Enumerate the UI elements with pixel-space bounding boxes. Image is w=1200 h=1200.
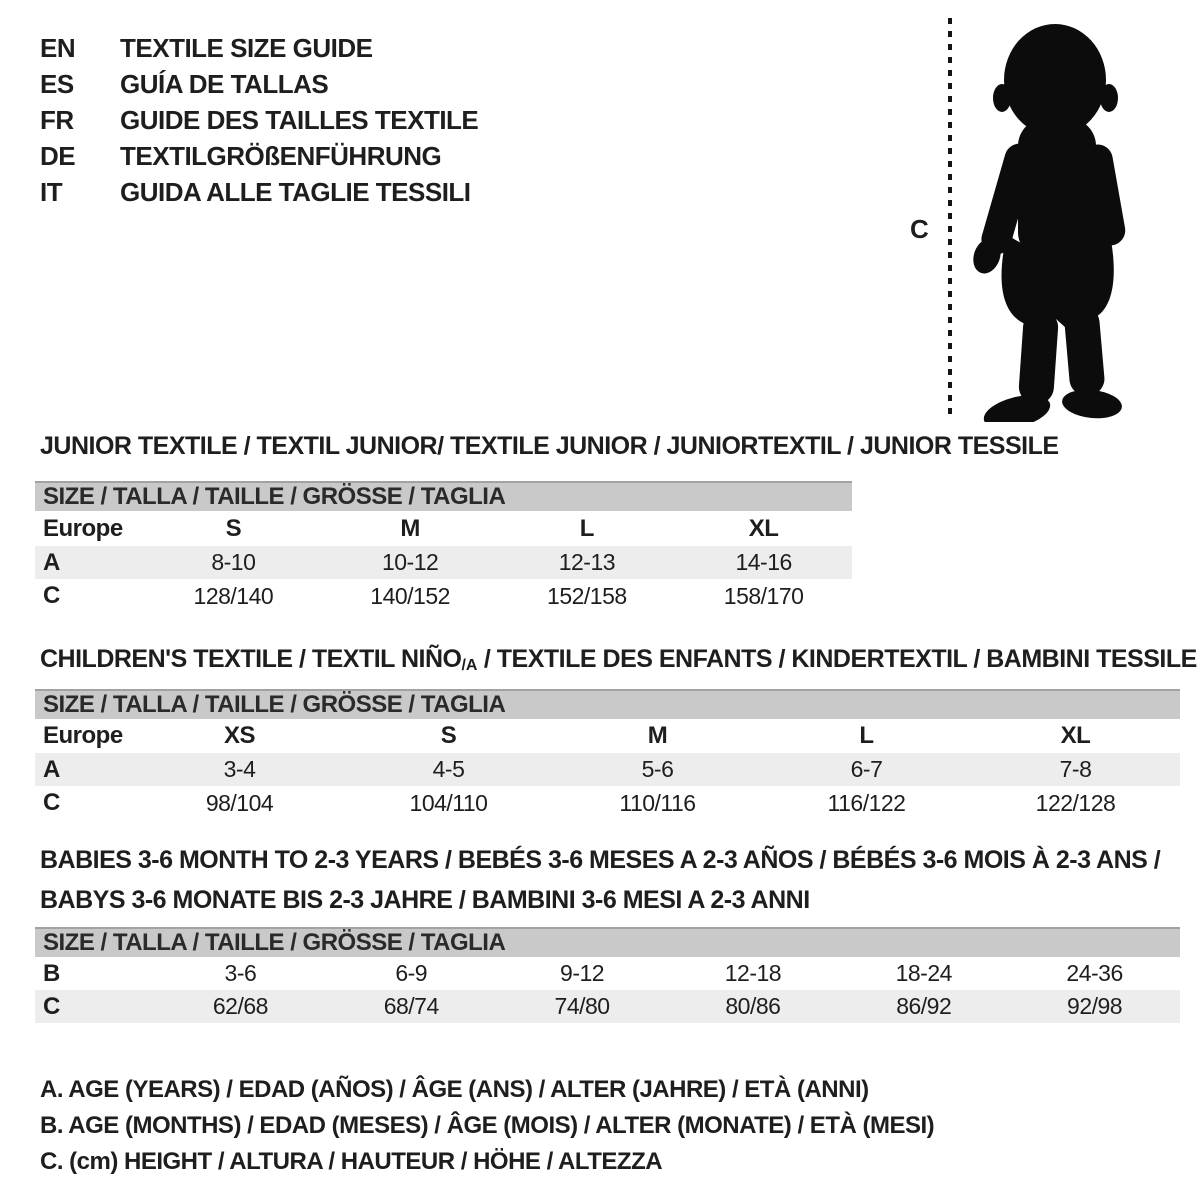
age-cell: 5-6 bbox=[641, 756, 674, 782]
guide-title-en: TEXTILE SIZE GUIDE bbox=[120, 32, 373, 63]
size-cell: L bbox=[859, 722, 874, 749]
guide-title-de: TEXTILGRÖßENFÜHRUNG bbox=[120, 140, 442, 171]
row-label: A bbox=[43, 548, 60, 576]
legend-age-months: B. AGE (MONTHS) / EDAD (MESES) / ÂGE (MOIS) / ALTER (MONATE) / ETÀ (MESI) bbox=[40, 1112, 935, 1139]
row-label: C bbox=[43, 789, 60, 816]
guide-title-es: GUÍA DE TALLAS bbox=[120, 68, 329, 99]
height-cell: 140/152 bbox=[370, 582, 450, 609]
age-cell: 12-13 bbox=[558, 549, 616, 575]
table-row-europe bbox=[35, 511, 852, 546]
height-cell: 152/158 bbox=[547, 582, 627, 609]
language-row-de bbox=[40, 138, 478, 174]
table-row-europe bbox=[35, 719, 1180, 753]
months-cell: 18-24 bbox=[895, 960, 952, 986]
height-cell: 158/170 bbox=[723, 582, 804, 609]
size-header-row: SIZE / TALLA / TAILLE / GRÖSSE / TAGLIA bbox=[35, 927, 1180, 957]
table-row-height bbox=[35, 786, 1180, 820]
size-cell: S bbox=[440, 722, 457, 749]
table-row-height bbox=[35, 579, 852, 613]
months-cell: 24-36 bbox=[1066, 960, 1123, 986]
language-code: DE bbox=[40, 140, 76, 171]
language-row-fr bbox=[40, 102, 478, 138]
measurement-figure bbox=[900, 0, 1200, 430]
table-row-age bbox=[35, 753, 1180, 786]
months-cell: 9-12 bbox=[560, 960, 605, 986]
babies-section-title bbox=[40, 840, 1160, 920]
size-header-row: SIZE / TALLA / TAILLE / GRÖSSE / TAGLIA bbox=[35, 481, 852, 511]
height-cell: 128/140 bbox=[193, 582, 274, 609]
measurement-legend bbox=[40, 1072, 934, 1180]
guide-title-it: GUIDA ALLE TAGLIE TESSILI bbox=[120, 176, 471, 207]
height-cell: 92/98 bbox=[1067, 993, 1123, 1019]
children-section-title bbox=[40, 645, 1197, 675]
size-cell: M bbox=[400, 514, 420, 542]
height-cell: 122/128 bbox=[1035, 789, 1116, 816]
height-cell: 74/80 bbox=[554, 993, 610, 1019]
size-cell: M bbox=[647, 722, 668, 749]
language-title-list bbox=[40, 30, 478, 210]
row-label: A bbox=[43, 755, 60, 783]
legend-height-cm: C. (cm) HEIGHT / ALTURA / HAUTEUR / HÖHE / ALTEZZA bbox=[40, 1148, 663, 1175]
row-label: C bbox=[43, 992, 60, 1020]
age-cell: 3-4 bbox=[223, 756, 256, 782]
size-cell: XL bbox=[1060, 722, 1091, 749]
row-label: C bbox=[43, 582, 60, 609]
months-cell: 3-6 bbox=[224, 960, 257, 986]
table-row-height bbox=[35, 990, 1180, 1023]
children-size-table bbox=[35, 689, 1180, 820]
language-code: EN bbox=[40, 32, 76, 63]
babies-title-line1: BABIES 3-6 MONTH TO 2-3 YEARS / BEBÉS 3-6 MESES A 2-3 AÑOS / BÉBÉS 3-6 MOIS À 2-3 ANS / bbox=[40, 846, 1161, 874]
junior-section-title: JUNIOR TEXTILE / TEXTIL JUNIOR/ TEXTILE JUNIOR / JUNIORTEXTIL / JUNIOR TESSILE bbox=[40, 432, 1059, 460]
age-cell: 8-10 bbox=[211, 549, 256, 575]
height-cell: 62/68 bbox=[212, 993, 268, 1019]
months-cell: 6-9 bbox=[395, 960, 428, 986]
language-code: ES bbox=[40, 68, 74, 99]
children-title-part2: / TEXTILE DES ENFANTS / KINDERTEXTIL / BAMBINI TESSILE bbox=[477, 645, 1197, 673]
legend-age-years: A. AGE (YEARS) / EDAD (AÑOS) / ÂGE (ANS) / ALTER (JAHRE) / ETÀ (ANNI) bbox=[40, 1076, 869, 1103]
height-cell: 98/104 bbox=[205, 789, 274, 816]
height-cell: 86/92 bbox=[896, 993, 952, 1019]
height-dashed-line bbox=[948, 18, 952, 416]
height-cell: 80/86 bbox=[725, 993, 781, 1019]
row-label: Europe bbox=[43, 514, 123, 542]
age-cell: 14-16 bbox=[735, 549, 792, 575]
height-measure-label: C bbox=[910, 214, 929, 244]
children-title-part1: CHILDREN'S TEXTILE / TEXTIL NIÑO bbox=[40, 645, 462, 673]
row-label: B bbox=[43, 959, 60, 987]
language-code: FR bbox=[40, 104, 74, 135]
age-cell: 6-7 bbox=[850, 756, 883, 782]
months-cell: 12-18 bbox=[724, 960, 782, 986]
row-label: Europe bbox=[43, 722, 123, 749]
table-row-months bbox=[35, 957, 1180, 990]
baby-silhouette-icon bbox=[965, 22, 1145, 422]
height-cell: 110/116 bbox=[619, 789, 696, 816]
babies-size-table bbox=[35, 927, 1180, 1023]
age-cell: 4-5 bbox=[432, 756, 465, 782]
size-cell: XL bbox=[748, 514, 779, 542]
size-cell: S bbox=[225, 514, 242, 542]
table-row-age bbox=[35, 546, 852, 579]
language-row-es bbox=[40, 66, 478, 102]
size-cell: XS bbox=[223, 722, 255, 749]
language-row-it bbox=[40, 174, 478, 210]
language-row-en bbox=[40, 30, 478, 66]
height-cell: 68/74 bbox=[383, 993, 439, 1019]
children-title-subscript: /A bbox=[461, 657, 478, 674]
height-cell: 116/122 bbox=[827, 789, 906, 816]
age-cell: 10-12 bbox=[381, 549, 439, 575]
guide-title-fr: GUIDE DES TAILLES TEXTILE bbox=[120, 104, 479, 135]
size-cell: L bbox=[579, 514, 594, 542]
height-cell: 104/110 bbox=[409, 789, 488, 816]
junior-size-table bbox=[35, 481, 852, 613]
size-header-row: SIZE / TALLA / TAILLE / GRÖSSE / TAGLIA bbox=[35, 689, 1180, 719]
babies-title-line2: BABYS 3-6 MONATE BIS 2-3 JAHRE / BAMBINI 3-6 MESI A 2-3 ANNI bbox=[40, 886, 810, 914]
age-cell: 7-8 bbox=[1059, 756, 1092, 782]
language-code: IT bbox=[40, 176, 63, 207]
